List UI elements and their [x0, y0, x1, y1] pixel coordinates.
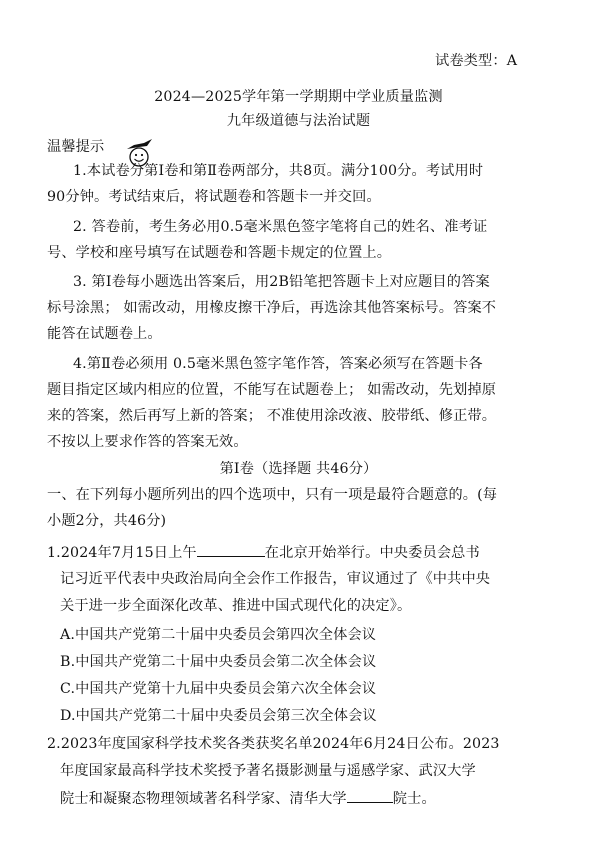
question-1-stem-line-2: 记习近平代表中央政治局向全会作工作报告，审议通过了《中共中央: [60, 571, 491, 587]
question-2-line-3-end: 院士。: [392, 791, 436, 807]
tip-4-line-3: 来的答案，然后再写上新的答案； 不准使用涂改液、胶带纸、修正带。: [47, 408, 497, 424]
exam-subtitle: 九年级道德与法治试题: [226, 113, 371, 129]
question-1-option-b: B.中国共产党第二十届中央委员会第二次全体会议: [60, 654, 377, 670]
question-1-stem-continue: 在北京开始举行。中央委员会总书: [264, 545, 480, 561]
question-2-line-2: 年度国家最高科学技术奖授予著名摄影测量与遥感学家、武汉大学: [60, 763, 476, 779]
section-instruction-line-2: 小题2分，共46分): [47, 513, 167, 529]
tip-3-line-1: 3. 第Ⅰ卷每小题选出答案后，用2B铅笔把答题卡上对应题目的答案: [73, 274, 490, 290]
paper-type-label: 试卷类型：A: [435, 53, 518, 69]
tip-3-line-3: 能答在试题卷上。: [47, 326, 162, 342]
question-2-answer-blank: [347, 788, 393, 803]
question-1-stem-start: 1.2024年7月15日上午: [47, 545, 197, 561]
question-1-option-d: D.中国共产党第二十届中央委员会第三次全体会议: [60, 708, 377, 724]
tip-4-line-2: 题目指定区域内相应的位置，不能写在试题卷上； 如需改动，先划掉原: [47, 382, 497, 398]
tip-4-line-4: 不按以上要求作答的答案无效。: [47, 434, 248, 450]
tip-1-line-1: 1.本试卷分第Ⅰ卷和第Ⅱ卷两部分，共8页。满分100分。考试用时: [73, 163, 484, 179]
section-instruction-line-1: 一、在下列每小题所列出的四个选项中，只有一项是最符合题意的。(每: [47, 487, 498, 503]
question-2-line-3-start: 院士和凝聚态物理领域著名科学家、清华大学: [60, 791, 347, 807]
exam-title: 2024—2025学年第一学期期中学业质量监测: [154, 89, 443, 105]
question-1-answer-blank: [197, 542, 265, 557]
question-1-stem-line-3: 关于进一步全面深化改革、推进中国式现代化的决定》。: [60, 598, 412, 614]
tip-1-line-2: 90分钟。考试结束后，将试题卷和答题卡一并交回。: [47, 189, 381, 205]
tip-2-line-1: 2. 答卷前，考生务必用0.5毫米黑色签字笔将自己的姓名、准考证: [73, 219, 488, 235]
question-2-line-3: [60, 788, 436, 809]
question-1-option-c: C.中国共产党第十九届中央委员会第六次全体会议: [60, 681, 377, 697]
question-1-option-a: A.中国共产党第二十届中央委员会第四次全体会议: [60, 627, 377, 643]
tip-3-line-2: 标号涂黑； 如需改动，用橡皮擦干净后，再选涂其他答案标号。答案不: [47, 300, 497, 316]
tip-2-line-2: 号、学校和座号填写在试题卷和答题卡规定的位置上。: [47, 245, 392, 261]
question-1-stem-line-1: [47, 542, 480, 563]
tips-heading: 温馨提示: [47, 139, 105, 155]
question-2-line-1: 2.2023年度国家科学技术奖各类获奖名单2024年6月24日公布。2023: [47, 736, 500, 752]
tip-4-line-1: 4.第Ⅱ卷必须用 0.5毫米黑色签字笔作答，答案必须写在答题卡各: [73, 356, 483, 372]
section-title: 第Ⅰ卷（选择题 共46分）: [219, 461, 378, 477]
